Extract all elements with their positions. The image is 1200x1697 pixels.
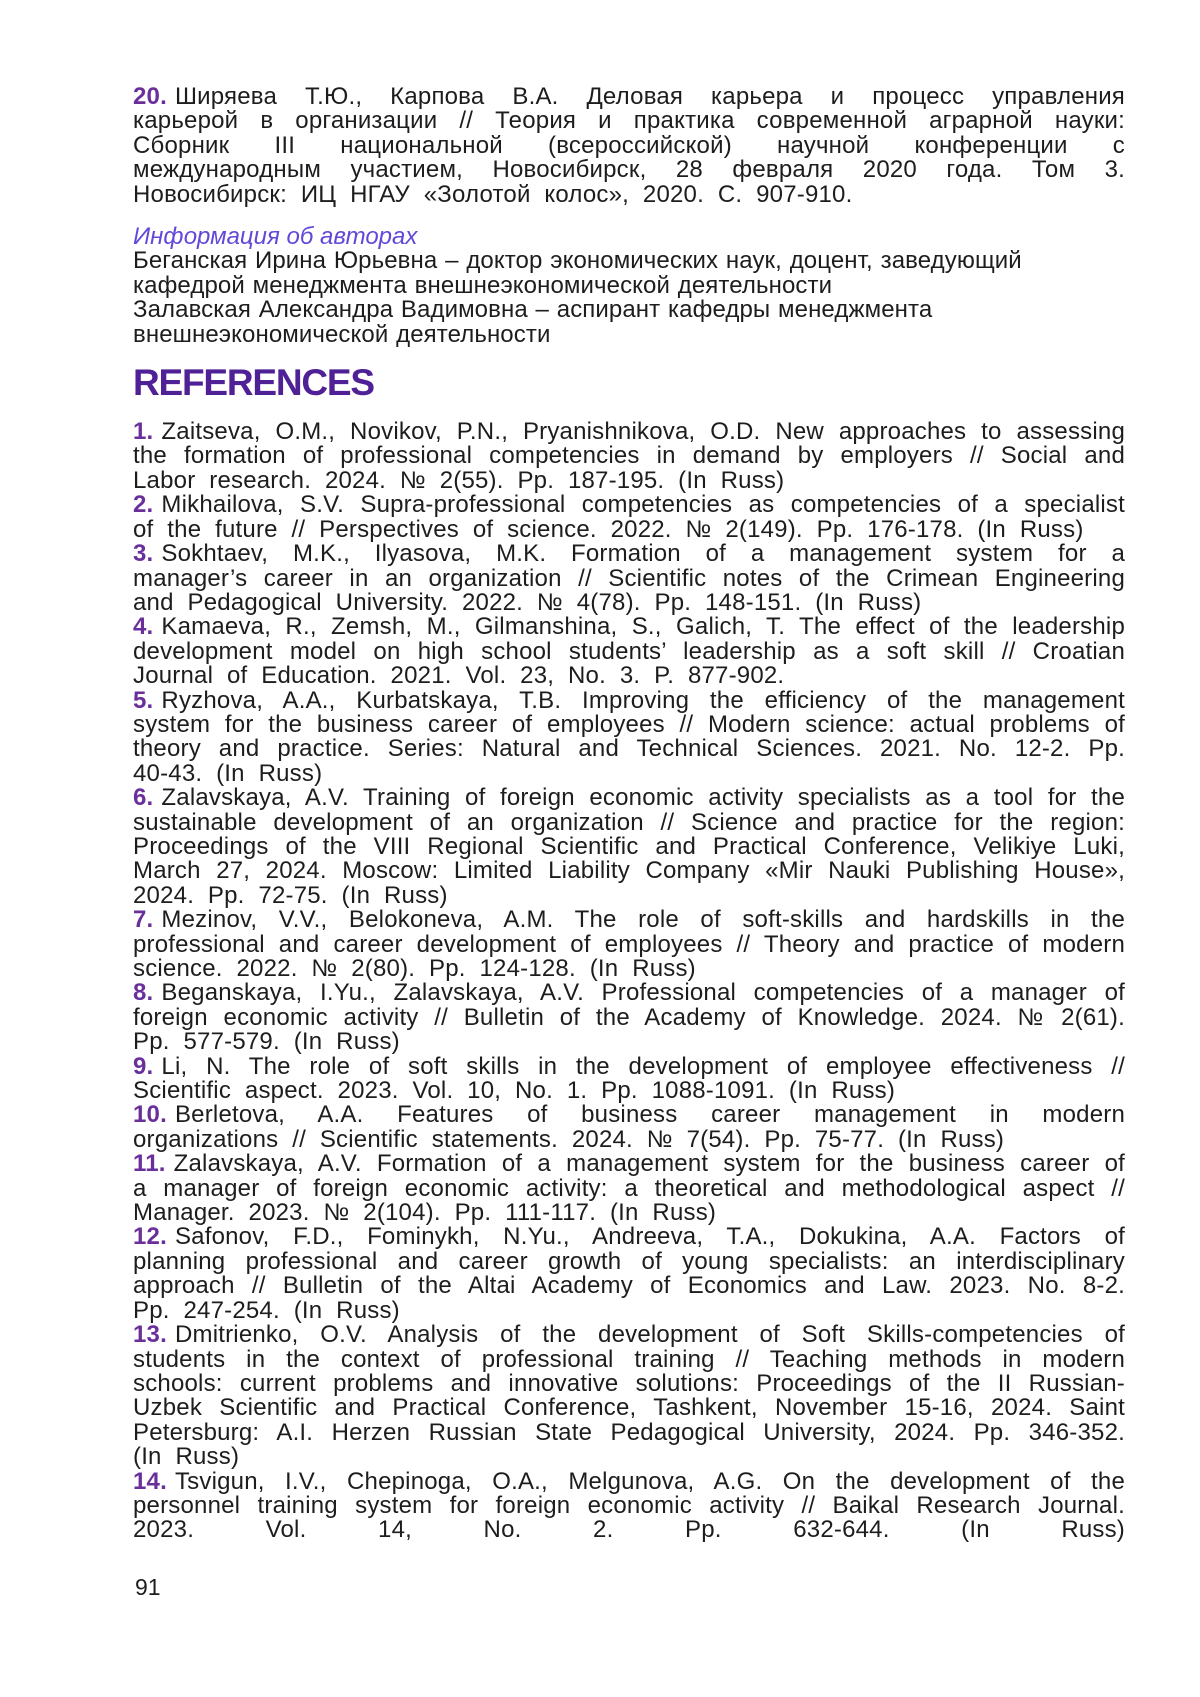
references-heading: REFERENCES — [133, 362, 374, 404]
reference-number: 5. — [133, 686, 154, 714]
reference-number: 1. — [133, 418, 154, 446]
reference-text: Mezinov, V.V., Belokoneva, A.M. The role of soft-skills and hardskills in the professional and career development of employees // Theory and practice of modern science. 2022. № 2(80). Pp. 124-128. (In Russ) — [133, 906, 1125, 982]
reference-item — [133, 493, 1125, 542]
reference-item — [133, 542, 1125, 615]
reference-number: 7. — [133, 906, 154, 934]
reference-item — [133, 1052, 1125, 1105]
reference-item — [133, 1467, 1125, 1544]
reference-text: Ryzhova, A.A., Kurbatskaya, T.B. Improving the efficiency of the management system for the business career of employees // Modern science: actual problems of theory and practice. Series: Natural and Technical Sciences. 2021. No. 12-2. Pp. 40-43. (In Russ) — [133, 686, 1125, 787]
author-entry: Залавская Александра Вадимовна – аспирант кафедры менеджмента внешнеэкономической деятельности — [133, 296, 933, 348]
reference-number: 10. — [133, 1101, 167, 1129]
reference-text: Kamaeva, R., Zemsh, M., Gilmanshina, S., Galich, T. The effect of the leadership development model on high school students’ leadership as a soft skill // Croatian Journal of Education. 2021. Vol. 23, No. 3. P. 877-902. — [133, 613, 1125, 690]
reference-item — [133, 1152, 1125, 1225]
reference-number: 14. — [133, 1467, 167, 1495]
reference-item — [133, 615, 1125, 688]
page-content — [133, 85, 1125, 1543]
reference-item — [133, 1225, 1125, 1323]
reference-text: Li, N. The role of soft skills in the development of employee effectiveness // Scientific aspect. 2023. Vol. 10, No. 1. Pp. 1088-1091. (In Russ) — [133, 1052, 1125, 1105]
reference-item — [133, 686, 1125, 787]
reference-text: Zaitseva, O.M., Novikov, P.N., Pryanishnikova, O.D. New approaches to assessing the formation of professional competencies in demand by employers // Social and Labor research. 2024. № 2(55). Pp. 187-195. (In Russ) — [133, 418, 1125, 494]
references-list — [133, 420, 1125, 1543]
reference-item — [133, 981, 1125, 1054]
reference-number: 3. — [133, 540, 154, 568]
reference-text: Beganskaya, I.Yu., Zalavskaya, A.V. Professional competencies of a manager of foreign economic activity // Bulletin of the Academy of Knowledge. 2024. № 2(61). Pp. 577-579. (In Russ) — [133, 979, 1125, 1056]
reference-item — [133, 908, 1125, 981]
reference-number: 13. — [133, 1321, 167, 1349]
page-number: 91 — [135, 1574, 161, 1600]
reference-text: Dmitrienko, O.V. Analysis of the development of Soft Skills-competencies of students in the context of professional training // Teaching methods in modern schools: current problems and innovative solutions: Proceedings of the II Russian-Uzbek Scientific and Practical Conference, Tashkent, November 15-16, 2024. Saint Petersburg: A.I. Herzen Russian State Pedagogical University, 2024. Pp. 346-352. (In Russ) — [133, 1321, 1125, 1471]
reference-text: Zalavskaya, A.V. Training of foreign economic activity specialists as a tool for the sustainable development of an organization // Science and practice for the region: Proceedings of the VIII Regional Scientific and Practical Conference, Velikiye Luki, March 27, 2024. Moscow: Limited Liability Company «Mir Nauki Publishing House», 2024. Pp. 72-75. (In Russ) — [133, 784, 1125, 909]
reference-text: Ширяева Т.Ю., Карпова В.А. Деловая карьера и процесс управления карьерой в организации // Теория и практика современной аграрной науки: Сборник III национальной (всероссийской) научной конференции с международным участием, Новосибирск, 28 февраля 2020 года. Том 3. Новосибирск: ИЦ НГАУ «Золотой колос», 2020. С. 907-910. — [133, 83, 1125, 208]
reference-number: 8. — [133, 979, 154, 1007]
reference-number: 11. — [133, 1150, 166, 1178]
russian-reference-item — [133, 85, 1125, 207]
reference-number: 12. — [133, 1223, 167, 1251]
reference-number: 9. — [133, 1052, 154, 1080]
reference-text: Berletova, A.A. Features of business career management in modern organizations // Scientific statements. 2024. № 7(54). Pp. 75-77. (In Russ) — [133, 1101, 1125, 1153]
reference-text: Safonov, F.D., Fominykh, N.Yu., Andreeva, T.A., Dokukina, A.A. Factors of planning professional and career growth of young specialists: an interdisciplinary approach // Bulletin of the Altai Academy of Economics and Law. 2023. No. 8-2. Pp. 247-254. (In Russ) — [133, 1223, 1125, 1324]
reference-number: 20. — [133, 83, 167, 110]
reference-item — [133, 1103, 1125, 1152]
reference-item — [133, 420, 1125, 493]
reference-number: 6. — [133, 784, 154, 812]
reference-item — [133, 786, 1125, 908]
reference-text: Zalavskaya, A.V. Formation of a management system for the business career of a manager of foreign economic activity: a theoretical and methodological aspect // Manager. 2023. № 2(104). Pp. 111-117. (In Russ) — [133, 1150, 1125, 1227]
author-entry: Беганская Ирина Юрьевна – доктор экономических наук, доцент, заведующий кафедрой менеджмента внешнеэкономической деятельности — [133, 247, 1022, 299]
reference-item — [133, 1323, 1125, 1469]
authors-info-heading: Информация об авторах — [133, 223, 418, 251]
reference-text: Mikhailova, S.V. Supra-professional competencies as competencies of a specialist of the future // Perspectives of science. 2022. № 2(149). Pp. 176-178. (In Russ) — [133, 491, 1125, 543]
reference-text: Tsvigun, I.V., Chepinoga, O.A., Melgunova, A.G. On the development of the personnel training system for foreign economic activity // Baikal Research Journal. 2023. Vol. 14, No. 2. Pp. 632-644. (In Russ) — [133, 1467, 1125, 1544]
reference-text: Sokhtaev, M.K., Ilyasova, M.K. Formation of a management system for a manager’s career in an organization // Scientific notes of the Crimean Engineering and Pedagogical University. 2022. № 4(78). Pp. 148-151. (In Russ) — [133, 540, 1125, 616]
reference-number: 4. — [133, 613, 154, 641]
reference-number: 2. — [133, 491, 154, 519]
